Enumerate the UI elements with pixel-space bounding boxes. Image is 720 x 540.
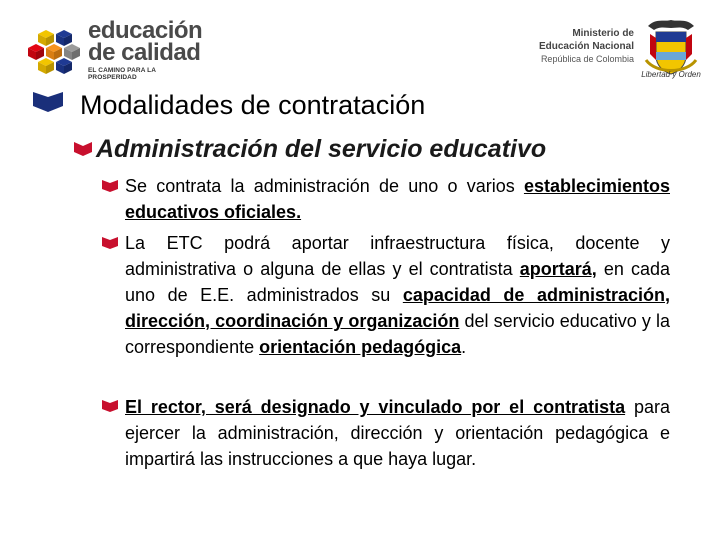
p3-text: para ejercer la administración, dirección y orientación pedagógica e impartirá las instrucciones a que haya lugar. xyxy=(125,397,670,469)
p2-emphasis-1: aportará, xyxy=(519,259,597,279)
paragraph-1 xyxy=(125,173,670,225)
paragraph-2 xyxy=(125,230,670,360)
paragraph-bullet-icon xyxy=(102,400,118,412)
paragraph-bullet-icon xyxy=(102,180,118,192)
ministry-line2: Educación Nacional xyxy=(538,41,634,52)
educacion-de-calidad-logo xyxy=(24,17,204,81)
p2-text-4: . xyxy=(461,337,467,357)
cubes-logo-icon xyxy=(24,26,88,78)
subtitle-bullet-icon xyxy=(74,142,92,156)
ministry-line3: República de Colombia xyxy=(540,54,634,64)
logo-line2: de calidad xyxy=(88,39,201,66)
page-title: Modalidades de contratación xyxy=(80,90,426,120)
p2-text-1: La ETC podrá aportar infraestructura física, docente y administrativa o alguna de ellas y el contratista xyxy=(125,233,670,279)
paragraph-bullet-icon xyxy=(102,237,118,249)
p1-emphasis: establecimientos educativos oficiales. xyxy=(125,176,670,222)
p3-emphasis: El rector, será designado y vinculado por el contratista xyxy=(125,397,626,417)
logo-line1: educación xyxy=(88,17,203,44)
p2-text-2: en cada uno de E.E. administrados su xyxy=(125,259,670,305)
ministry-line1: Ministerio de xyxy=(572,28,634,39)
paragraph-3 xyxy=(125,394,670,472)
logo-wordmark xyxy=(88,17,204,81)
p1-text: Se contrata la administración de uno o varios xyxy=(125,176,524,196)
section-subtitle: Administración del servicio educativo xyxy=(96,135,547,163)
p2-text-3: del servicio educativo y la correspondiente xyxy=(125,311,670,357)
p2-emphasis-3: orientación pedagógica xyxy=(259,337,462,357)
logo-tagline: EL CAMINO PARA LA PROSPERIDAD xyxy=(88,67,156,81)
ministry-label xyxy=(530,27,634,66)
p2-emphasis-2: capacidad de administración, dirección, coordinación y organización xyxy=(125,285,670,331)
seal-caption: Libertad y Orden xyxy=(641,70,701,79)
title-bullet-icon xyxy=(33,92,63,112)
